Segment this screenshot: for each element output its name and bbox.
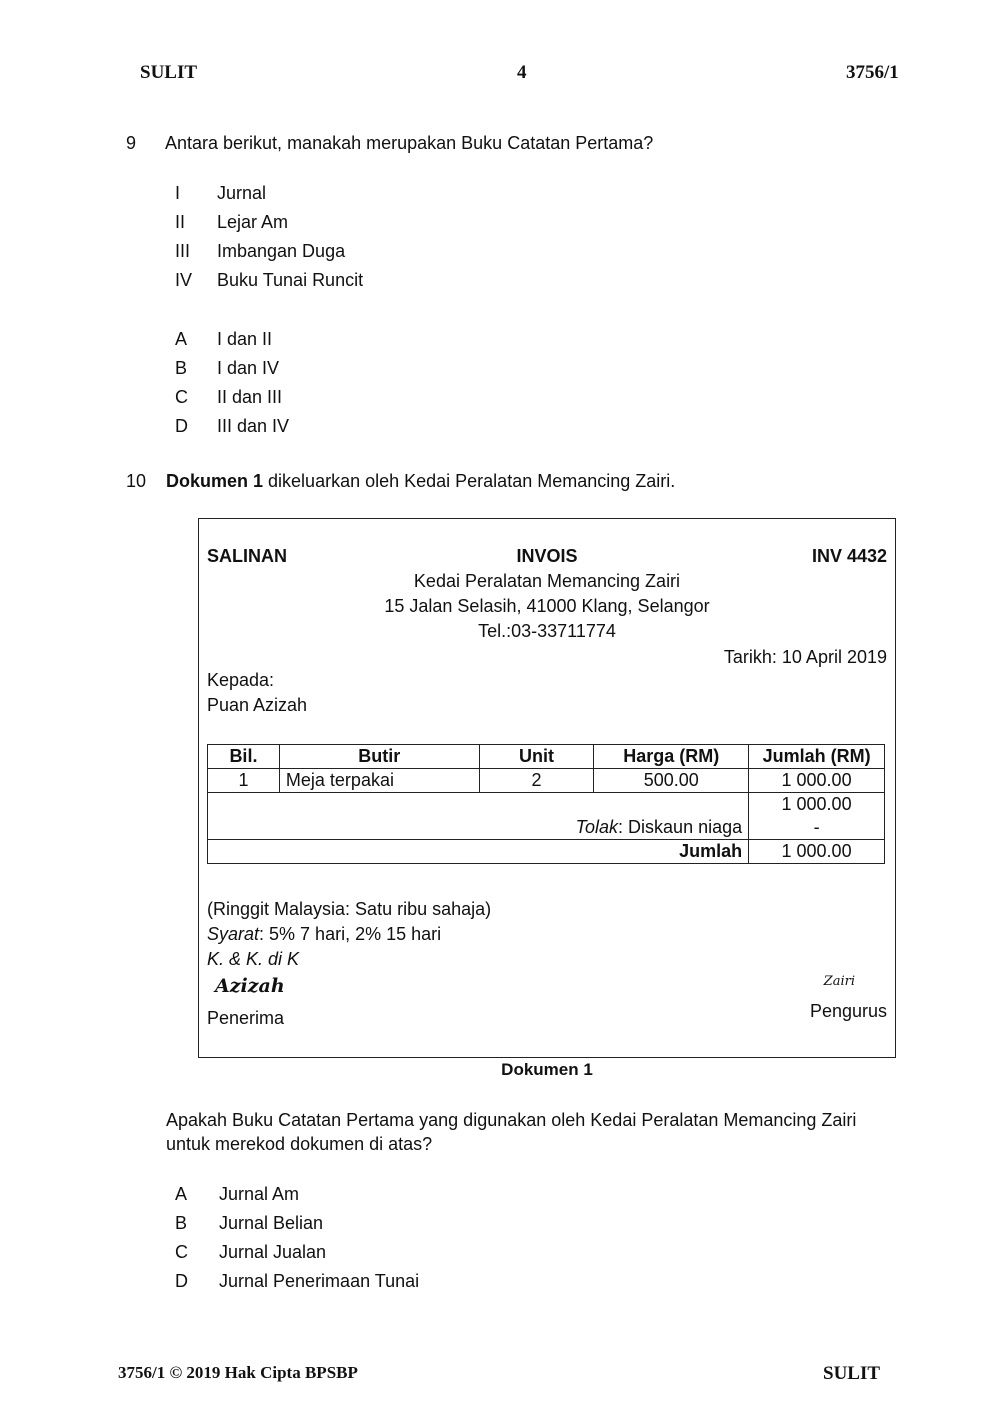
page-number: 4 bbox=[517, 62, 527, 83]
q9-number: 9 bbox=[126, 133, 137, 153]
invoice-number: INV 4432 bbox=[811, 546, 887, 566]
column-header: Butir bbox=[279, 745, 479, 769]
terms-value: : 5% 7 hari, 2% 15 hari bbox=[259, 924, 442, 944]
invoice-copy-label: SALINAN bbox=[207, 546, 287, 566]
q10-intro-bold: Dokumen 1 bbox=[166, 471, 264, 491]
to-name: Puan Azizah bbox=[207, 695, 308, 715]
q9-text: Antara berikut, manakah merupakan Buku Catatan Pertama? bbox=[165, 133, 654, 153]
invoice-date: Tarikh: 10 April 2019 bbox=[723, 647, 887, 667]
option-letter[interactable]: B bbox=[175, 358, 188, 378]
amount-in-words: (Ringgit Malaysia: Satu ribu sahaja) bbox=[207, 899, 492, 919]
q10-intro bbox=[166, 471, 675, 492]
shop-address: 15 Jalan Selasih, 41000 Klang, Selangor bbox=[384, 596, 710, 616]
option-letter[interactable]: D bbox=[175, 416, 188, 436]
option-text[interactable]: Jurnal Am bbox=[219, 1184, 300, 1204]
option-letter[interactable]: D bbox=[175, 1271, 188, 1291]
option-text[interactable]: III dan IV bbox=[217, 416, 290, 436]
subtotal-value: 1 000.00 bbox=[749, 793, 885, 817]
column-header: Bil. bbox=[208, 745, 280, 769]
shop-name: Kedai Peralatan Memancing Zairi bbox=[413, 571, 681, 591]
statement-text: Jurnal bbox=[217, 183, 267, 203]
footer-sulit: SULIT bbox=[823, 1363, 881, 1384]
footer-copyright: 3756/1 © 2019 Hak Cipta BPSBP bbox=[118, 1363, 358, 1382]
terms bbox=[207, 924, 441, 945]
option-letter[interactable]: A bbox=[175, 329, 188, 349]
cell-jumlah: 1 000.00 bbox=[749, 769, 885, 793]
paper-code: 3756/1 bbox=[846, 62, 899, 83]
total-label: Jumlah bbox=[208, 840, 749, 864]
statement-text: Imbangan Duga bbox=[217, 241, 346, 261]
discount-label-rest: : Diskaun niaga bbox=[618, 817, 743, 837]
statement-roman: II bbox=[175, 212, 186, 232]
invoice-document bbox=[198, 518, 896, 1058]
invoice-table bbox=[207, 744, 885, 864]
option-text[interactable]: I dan IV bbox=[217, 358, 280, 378]
column-header: Unit bbox=[479, 745, 594, 769]
subtotal-row bbox=[208, 793, 885, 817]
cell-harga: 500.00 bbox=[594, 769, 749, 793]
cell-bil: 1 bbox=[208, 769, 280, 793]
errors-omissions: K. & K. di K bbox=[207, 949, 300, 969]
column-header: Jumlah (RM) bbox=[749, 745, 885, 769]
column-header: Harga (RM) bbox=[594, 745, 749, 769]
discount-label bbox=[208, 793, 749, 840]
q10-number: 10 bbox=[126, 471, 147, 491]
receiver-signature: Azizah bbox=[215, 975, 285, 997]
option-letter[interactable]: B bbox=[175, 1213, 188, 1233]
total-value: 1 000.00 bbox=[749, 840, 885, 864]
cell-unit: 2 bbox=[479, 769, 594, 793]
q10-intro-rest: dikeluarkan oleh Kedai Peralatan Memancing Zairi. bbox=[263, 471, 676, 491]
table-header-row bbox=[208, 745, 885, 769]
option-text[interactable]: Jurnal Jualan bbox=[219, 1242, 327, 1262]
document-caption: Dokumen 1 bbox=[501, 1060, 593, 1079]
to-label: Kepada: bbox=[207, 670, 275, 690]
invoice-title: INVOIS bbox=[516, 546, 578, 566]
discount-value: - bbox=[749, 816, 885, 840]
option-letter[interactable]: C bbox=[175, 1242, 188, 1262]
statement-roman: III bbox=[175, 241, 191, 261]
manager-label: Pengurus bbox=[809, 1001, 887, 1021]
table-row bbox=[208, 769, 885, 793]
discount-label-italic: Tolak bbox=[575, 817, 619, 837]
option-letter[interactable]: A bbox=[175, 1184, 188, 1204]
q10-question-line1: Apakah Buku Catatan Pertama yang digunakan oleh Kedai Peralatan Memancing Zairi bbox=[166, 1110, 857, 1130]
option-text[interactable]: II dan III bbox=[217, 387, 283, 407]
manager-signature: Zairi bbox=[823, 974, 855, 989]
option-letter[interactable]: C bbox=[175, 387, 188, 407]
q10-question-line2: untuk merekod dokumen di atas? bbox=[166, 1134, 433, 1154]
total-row bbox=[208, 840, 885, 864]
statement-roman: IV bbox=[175, 270, 193, 290]
statement-roman: I bbox=[175, 183, 181, 203]
statement-text: Buku Tunai Runcit bbox=[217, 270, 364, 290]
shop-phone: Tel.:03-33711774 bbox=[478, 621, 616, 641]
option-text[interactable]: Jurnal Belian bbox=[219, 1213, 324, 1233]
cell-butir: Meja terpakai bbox=[279, 769, 479, 793]
terms-label: Syarat bbox=[207, 924, 260, 944]
option-text[interactable]: I dan II bbox=[217, 329, 273, 349]
option-text[interactable]: Jurnal Penerimaan Tunai bbox=[219, 1271, 420, 1291]
statement-text: Lejar Am bbox=[217, 212, 289, 232]
header-sulit: SULIT bbox=[140, 62, 198, 83]
receiver-label: Penerima bbox=[207, 1008, 285, 1028]
